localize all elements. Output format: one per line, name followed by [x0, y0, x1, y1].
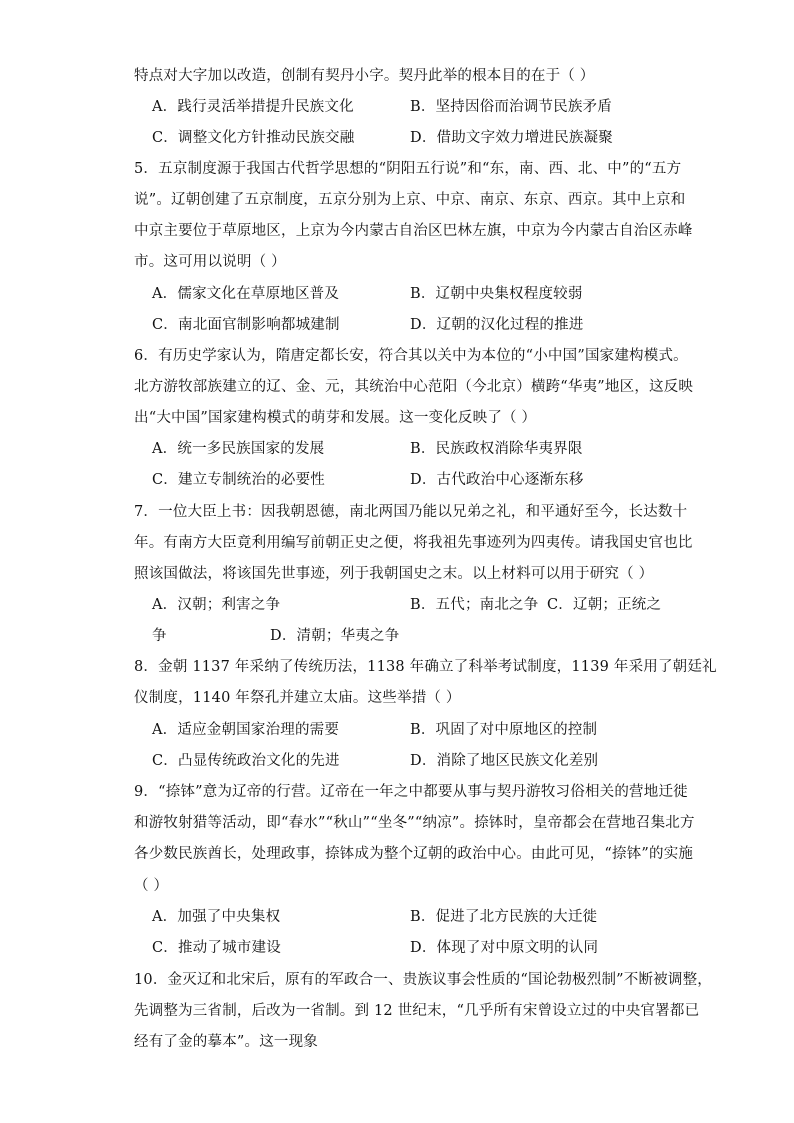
q7-option-c-continued: 争 [152, 628, 167, 644]
question-9-line-4: （ ） [134, 878, 169, 894]
q6-option-b: B．民族政权消除华夷界限 [410, 441, 583, 457]
q8-option-b: B．巩固了对中原地区的控制 [410, 722, 598, 738]
q6-option-d: D．古代政治中心逐渐东移 [410, 472, 584, 488]
q5-option-c: C．南北面官制影响都城建制 [152, 317, 340, 333]
q5-option-a: A．儒家文化在草原地区普及 [152, 286, 340, 302]
question-10-line-1: 10．金灭辽和北宋后，原有的军政合一、贵族议事会性质的“国论勃极烈制”不断被调整， [134, 972, 712, 988]
q6-option-c: C．建立专制统治的必要性 [152, 472, 325, 488]
question-6-line-2: 北方游牧部族建立的辽、金、元，其统治中心范阳（今北京）横跨“华夷”地区，这反映 [134, 379, 694, 395]
question-6-line-1: 6．有历史学家认为，隋唐定都长安，符合其以关中为本位的“小中国”国家建构模式。 [134, 348, 688, 364]
q7-option-a: A．汉朝；利害之争 [152, 597, 281, 613]
q4-option-b: B．坚持因俗而治调节民族矛盾 [410, 99, 612, 115]
question-8-line-1: 8．金朝 1137 年采纳了传统历法，1138 年确立了科举考试制度，1139 年采用了朝廷礼 [134, 659, 717, 675]
question-7-line-3: 照该国做法，将该国先世事迹，列于我朝国史之末。以上材料可以用于研究（ ） [134, 566, 654, 582]
question-4-continued: 特点对大字加以改造，创制有契丹小字。契丹此举的根本目的在于（ ） [134, 68, 595, 84]
q4-option-c: C．调整文化方针推动民族交融 [152, 130, 355, 146]
q8-option-d: D．消除了地区民族文化差别 [410, 753, 599, 769]
q4-option-a: A．践行灵活举措提升民族文化 [152, 99, 354, 115]
q9-option-d: D．体现了对中原文明的认同 [410, 940, 599, 956]
question-6-line-3: 出“大中国”国家建构模式的萌芽和发展。这一变化反映了（ ） [134, 410, 537, 426]
question-7-line-2: 年。有南方大臣竟利用编写前朝正史之便，将我祖先事迹列为四夷传。请我国史官也比 [134, 535, 693, 551]
question-8-line-2: 仪制度，1140 年祭孔并建立太庙。这些举措（ ） [134, 690, 461, 706]
q7-option-b: B．五代；南北之争 [410, 597, 539, 613]
q9-option-b: B．促进了北方民族的大迁徙 [410, 909, 598, 925]
question-7-line-1: 7．一位大臣上书：因我朝恩德，南北两国乃能以兄弟之礼，和平通好至今，长达数十 [134, 504, 688, 520]
question-9-line-1: 9．“捺钵”意为辽帝的行营。辽帝在一年之中都要从事与契丹游牧习俗相关的营地迁徙 [134, 784, 688, 800]
question-5-line-1: 5．五京制度源于我国古代哲学思想的“阴阳五行说”和“东，南、西、北、中”的“五方 [134, 161, 682, 177]
question-5-line-3: 中京主要位于草原地区，上京为今内蒙古自治区巴林左旗，中京为今内蒙古自治区赤峰 [134, 223, 693, 239]
question-5-line-4: 市。这可用以说明（ ） [134, 254, 286, 270]
question-10-line-2: 先调整为三省制，后改为一省制。到 12 世纪末，“几乎所有宋曾设立过的中央官署都已 [134, 1003, 700, 1019]
q6-option-a: A．统一多民族国家的发展 [152, 441, 325, 457]
q9-option-a: A．加强了中央集权 [152, 909, 281, 925]
q5-option-d: D．辽朝的汉化过程的推进 [410, 317, 584, 333]
q7-option-c: C．辽朝；正统之 [547, 597, 662, 613]
q8-option-c: C．凸显传统政治文化的先进 [152, 753, 340, 769]
question-5-line-2: 说”。辽朝创建了五京制度，五京分别为上京、中京、南京、东京、西京。其中上京和 [134, 192, 686, 208]
question-9-line-2: 和游牧射猎等活动，即“春水”“秋山”“坐冬”“纳凉”。捺钵时，皇帝都会在营地召集北方 [134, 815, 695, 831]
question-9-line-3: 各少数民族酋长，处理政事，捺钵成为整个辽朝的政治中心。由此可见，“捺钵”的实施 [134, 846, 694, 862]
q8-option-a: A．适应金朝国家治理的需要 [152, 722, 340, 738]
question-10-line-3: 经有了金的摹本”。这一现象 [134, 1034, 319, 1050]
q4-option-d: D．借助文字效力增进民族凝聚 [410, 130, 613, 146]
q5-option-b: B．辽朝中央集权程度较弱 [410, 286, 583, 302]
q9-option-c: C．推动了城市建设 [152, 940, 281, 956]
q7-option-d: D．清朝；华夷之争 [270, 628, 400, 644]
